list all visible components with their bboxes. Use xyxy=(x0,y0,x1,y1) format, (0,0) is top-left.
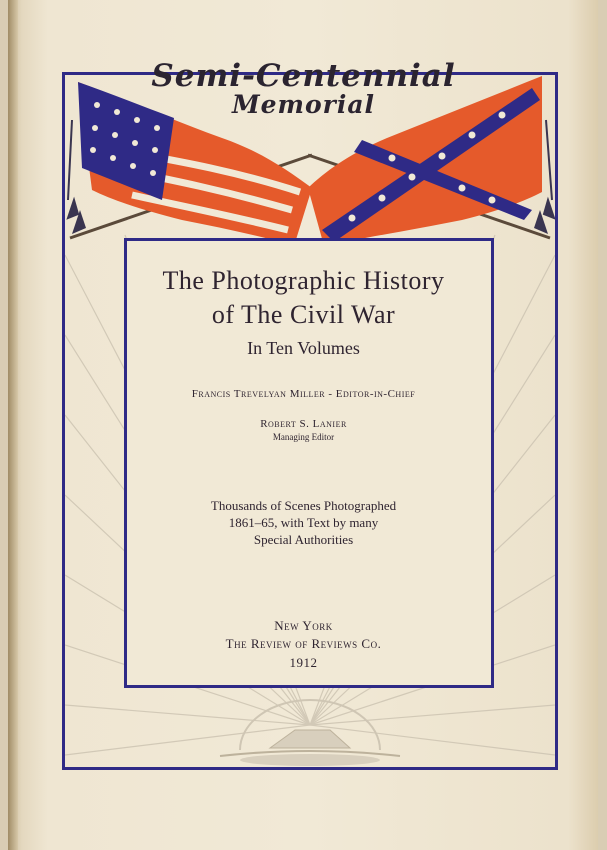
managing-editor-role: Managing Editor xyxy=(272,432,335,442)
banner-line-2: Memorial xyxy=(231,90,376,119)
title-line-1: The Photographic History xyxy=(162,266,445,295)
description-line-3: Special Authorities xyxy=(253,532,354,547)
description-line-2: 1861–65, with Text by many xyxy=(228,515,379,530)
sunrise-vignette-icon xyxy=(200,690,420,766)
title-line-2: of The Civil War xyxy=(211,300,396,329)
editor-credit: Francis Trevelyan Miller - Editor-in-Chief xyxy=(191,388,416,400)
publisher-name: The Review of Reviews Co. xyxy=(225,636,382,651)
banner-line-1: Semi-Centennial xyxy=(151,58,456,94)
publisher-city: New York xyxy=(274,618,333,633)
publication-year: 1912 xyxy=(289,655,318,670)
volumes-note: In Ten Volumes xyxy=(247,338,360,358)
managing-editor-name: Robert S. Lanier xyxy=(260,418,347,430)
description-line-1: Thousands of Scenes Photographed xyxy=(210,498,397,513)
